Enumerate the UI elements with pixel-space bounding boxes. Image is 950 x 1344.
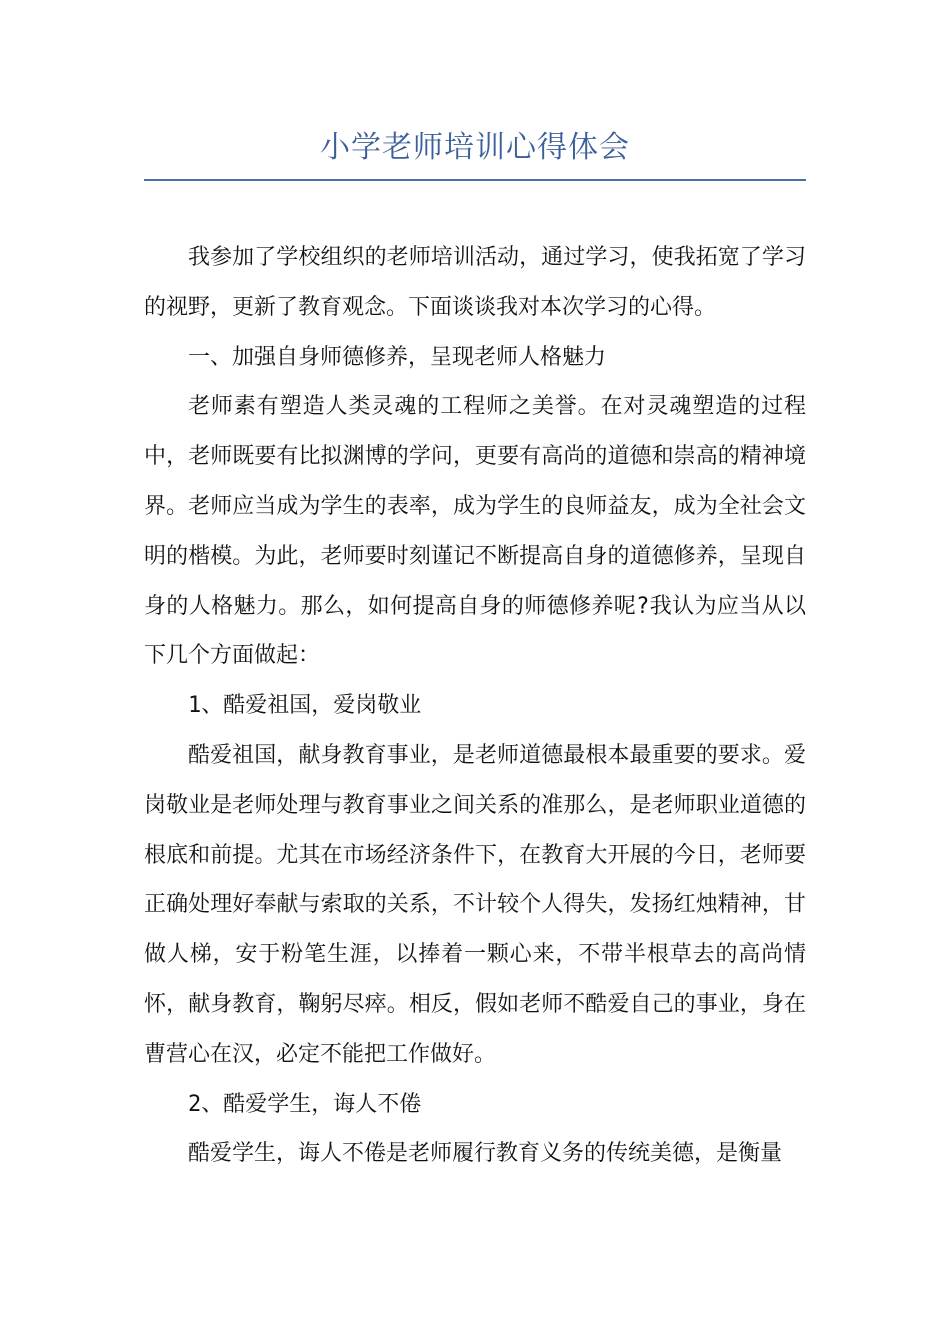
paragraph-love-students: 酷爱学生，诲人不倦是老师履行教育义务的传统美德，是衡量 [188,1141,783,1167]
subheading-1: 1、酷爱祖国，爱岗敬业 [188,693,422,719]
subheading-2: 2、酷爱学生，诲人不倦 [188,1091,422,1117]
document-title: 小学老师培训心得体会 [320,130,630,165]
section-heading-1: 一、加强自身师德修养，呈现老师人格魅力 [188,344,607,370]
paragraph-love-country: 酷爱祖国，献身教育事业，是老师道德最根本最重要的要求。爱岗敬业是老师处理与教育事业之间关系的准那么，是老师职业道德的根底和前提。尤其在市场经济条件下，在教育大开展的今日，老师要正确处理好奉献与索取的关系，不计较个人得失，发扬红烛精神，甘做人梯，安于粉笔生涯，以捧着一颗心来，不带半根草去的高尚情怀，献身教育，鞠躬尽瘁。相反，假如老师不酷爱自己的事业，身在曹营心在汉，必定不能把工作做好。 [144,742,806,1067]
paragraph-intro: 我参加了学校组织的老师培训活动，通过学习，使我拓宽了学习的视野，更新了教育观念。下面谈谈我对本次学习的心得。 [144,245,806,320]
title-divider [144,179,806,181]
document-body [144,233,806,1179]
paragraph-teacher-role: 老师素有塑造人类灵魂的工程师之美誉。在对灵魂塑造的过程中，老师既要有比拟渊博的学问，更要有高尚的道德和崇高的精神境界。老师应当成为学生的表率，成为学生的良师益友，成为全社会文明的楷模。为此，老师要时刻谨记不断提高自身的道德修养，呈现自身的人格魅力。那么，如何提高自身的师德修养呢?我认为应当从以下几个方面做起： [144,394,806,669]
